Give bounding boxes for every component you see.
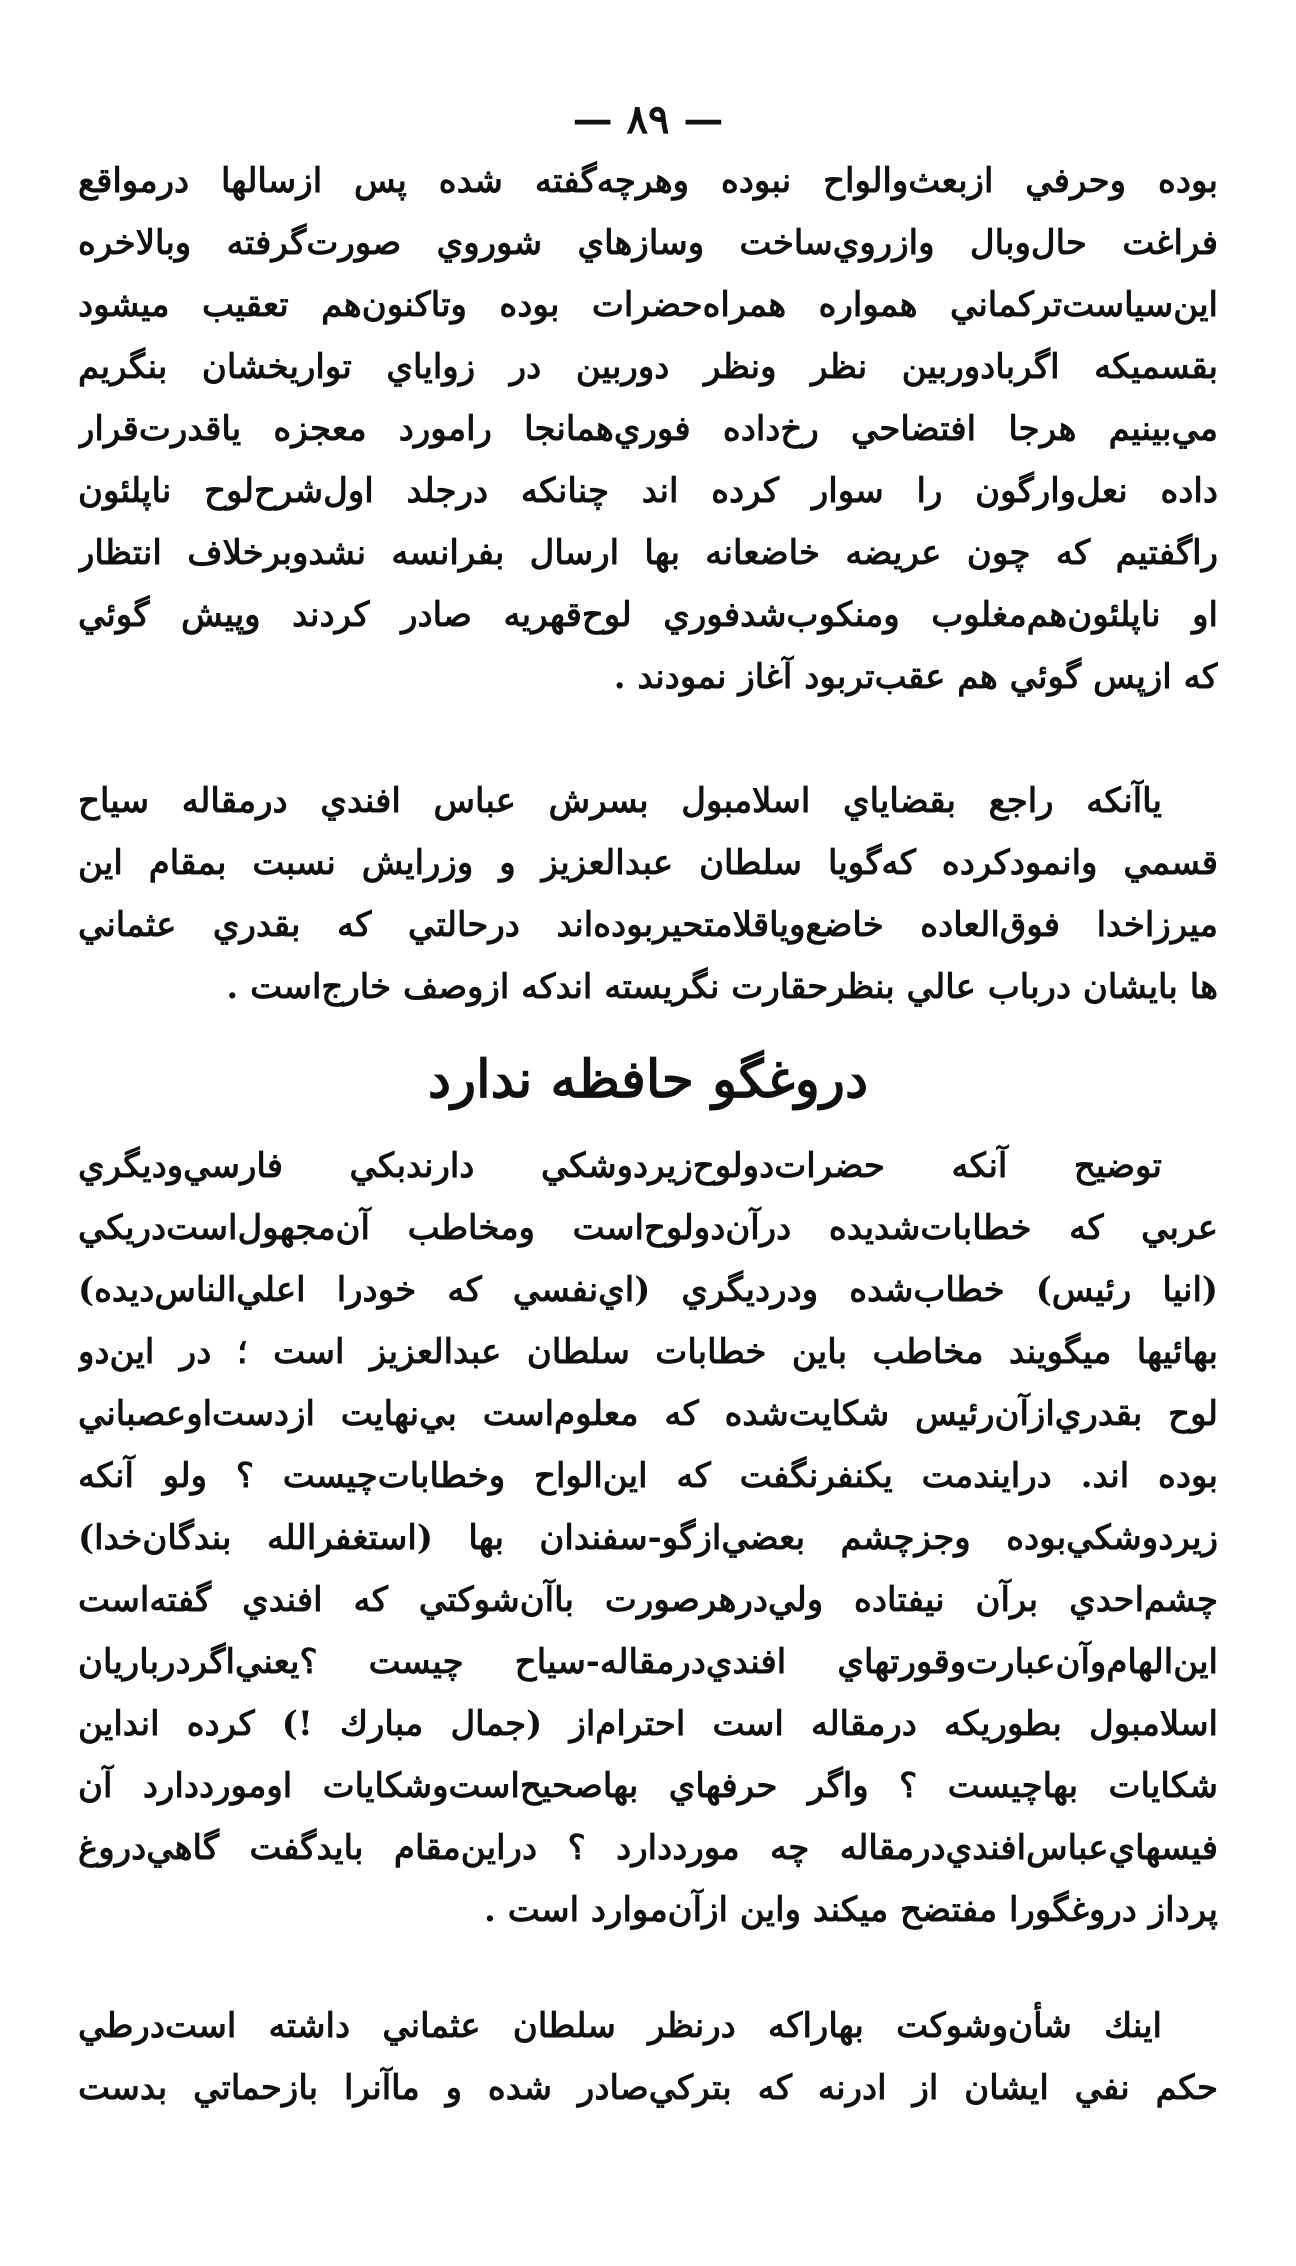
page-number: — ۸۹ — xyxy=(572,96,724,143)
text-line: حكم نفي ايشان از ادرنه كه بتركي‌صادر شده و ماآنرا بازحماتي بدست xyxy=(78,2068,1218,2108)
text-line: بقسميكه اگربادوربين نظر ونظر دوربين در زواياي تواريخشان بنگريم xyxy=(78,347,1218,387)
text-line: اينك شأن‌وشوكت بهاراكه درنظر سلطان عثماني داشته است‌درطي xyxy=(78,2006,1162,2046)
text-line: اين‌الهام‌وآن‌عبارت‌وقورتهاي افندي‌درمقاله-سياح چيست ؟يعني‌اگردرباريان xyxy=(78,1642,1218,1682)
text-line: بوده اند. درايندمت يكنفرنگفت كه اين‌الواح وخطابات‌چيست ؟ ولو آنكه xyxy=(78,1456,1218,1496)
text-line: (انيا رئيس) خطاب‌شده ودرديگري (اي‌نفسي كه خودرا اعلي‌الناس‌ديده) xyxy=(78,1270,1218,1310)
text-line: اين‌سياست‌تركماني همواره همراه‌حضرات بوده وتاكنون‌هم تعقيب ميشود xyxy=(78,285,1218,325)
text-line: فيسهاي‌عباس‌افندي‌درمقاله چه مورددارد ؟ دراين‌مقام بايدگفت گاهي‌دروغ xyxy=(78,1828,1218,1868)
text-line: لوح بقدري‌ازآن‌رئيس شكايت‌شده كه معلوم‌است بي‌نهايت ازدست‌اوعصباني xyxy=(78,1394,1218,1434)
text-line: يا‌آنكه راجع بقضاياي اسلامبول بسرش عباس افندي درمقاله سياح xyxy=(78,781,1162,821)
section-heading: دروغگو حافظه ندارد xyxy=(427,1049,869,1110)
text-line: او ناپلئون‌هم‌مغلوب ومنكوب‌شدفوري لوح‌قهريه صادر كردند وپيش گوئي xyxy=(78,595,1218,635)
text-line: اسلامبول بطوريكه درمقاله است احترام‌از (جمال مبارك !) كرده انداين xyxy=(78,1704,1218,1744)
text-line: زيردوشكي‌بوده وجزچشم بعضي‌ازگو-سفندان بها (استغفرالله بندگان‌خدا) xyxy=(78,1518,1218,1558)
text-line: شكايات بهاچيست ؟ واگر حرفهاي بهاصحيح‌است‌وشكايات اومورددارد آن xyxy=(78,1766,1218,1806)
text-line: قسمي وانمودكرده كه‌گويا سلطان عبدالعزيز و وزرايش نسبت بمقام اين xyxy=(78,843,1218,883)
text-line: داده نعل‌وارگون را سوار كرده اند چنانكه درجلد اول‌شرح‌لوح ناپلئون xyxy=(78,471,1218,511)
paragraph-3 xyxy=(78,1135,1218,1941)
text-line: پرداز دروغگورا مفتضح ميكند واين ازآن‌موارد است . xyxy=(484,1890,1218,1930)
text-line: چشم‌احدي برآن نيفتاده ولي‌درهرصورت باآن‌شوكتي كه افندي گفته‌است xyxy=(78,1580,1218,1620)
text-line: بوده وحرفي ازبعث‌والواح نبوده وهرچه‌گفته شده پس ازسالها درمواقع xyxy=(78,161,1218,201)
text-line: راگفتيم كه چون عريضه خاضعانه بها ارسال بفرانسه نشد‌وبرخلاف انتظار xyxy=(78,533,1218,573)
text-line: ميرزاخدا فوق‌العاده خاضع‌وياقلامتحيربوده‌اند درحالتي كه بقدري عثماني xyxy=(78,905,1218,945)
paragraph-4 xyxy=(78,1995,1218,2119)
paragraph-1 xyxy=(78,150,1218,708)
text-line: ها بايشان درباب عالي بنظرحقارت نگريسته اندكه ازوصف خارج‌است . xyxy=(226,967,1218,1007)
text-line: كه ازپس گوئي هم عقب‌تربود آغاز نمودند . xyxy=(613,657,1218,697)
text-line: فراغت حال‌وبال وازروي‌ساخت وسازهاي شوروي صورت‌گرفته وبالاخره xyxy=(78,223,1218,263)
text-line: توضيح آنكه حضرات‌دولوح‌زيردوشكي دارندبكي فارسي‌وديگري xyxy=(78,1146,1162,1186)
text-line: مي‌بينيم هرجا افتضاحي رخ‌داده فوري‌همانجا رامورد معجزه ياقدرت‌قرار xyxy=(78,409,1218,449)
text-line: عربي كه خطابات‌شديده درآن‌دولوح‌است ومخاطب آن‌مجهول‌است‌دريكي xyxy=(78,1208,1218,1248)
paragraph-2 xyxy=(78,770,1218,1018)
text-line: بهائيها ميگويند مخاطب باين خطابات سلطان عبدالعزيز است ؛ در اين‌دو xyxy=(78,1332,1218,1372)
